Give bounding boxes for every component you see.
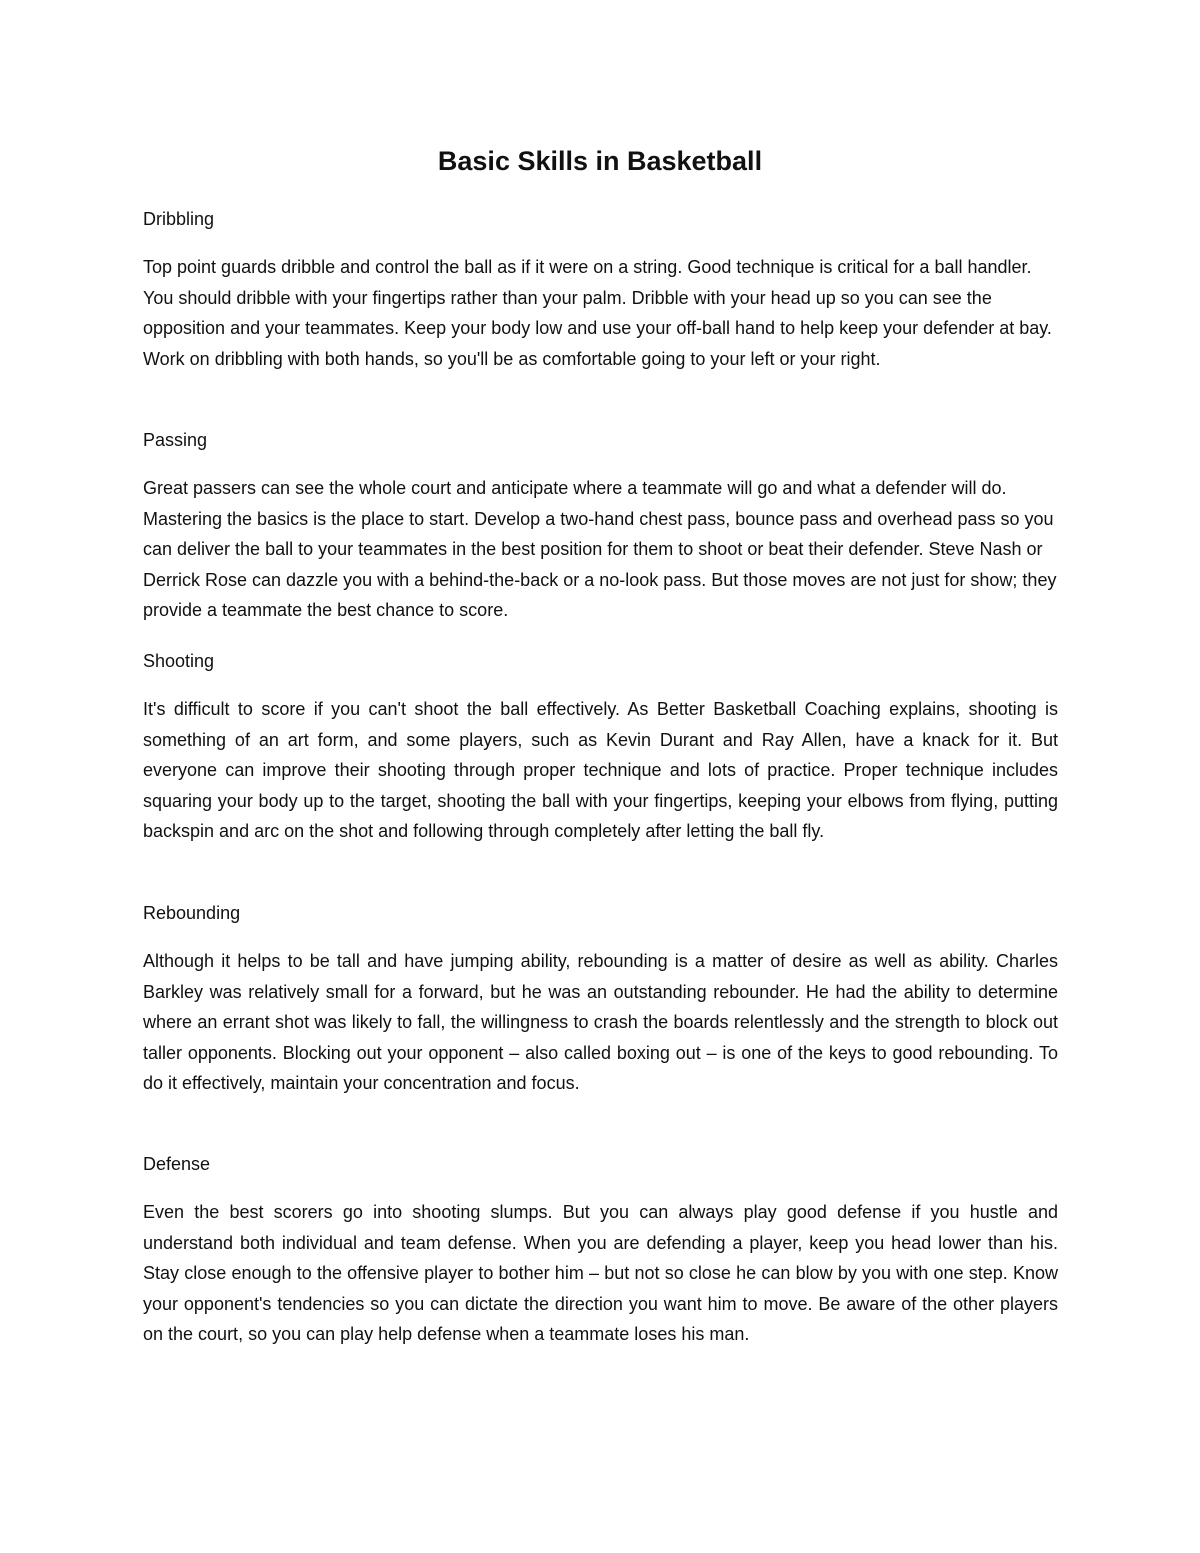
- section-body-defense: Even the best scorers go into shooting slumps. But you can always play good defense if you hustle and understand both individual and team defense. When you are defending a player, keep you head lower than his. Stay close enough to the offensive player to bother him – but not so close he can blow by you with one step. Know your opponent's tendencies so you can dictate the direction you want him to move. Be aware of the other players on the court, so you can play help defense when a teammate loses his man.: [143, 1202, 1058, 1344]
- section-body-rebounding: Although it helps to be tall and have jumping ability, rebounding is a matter of desire as well as ability. Charles Barkley was relatively small for a forward, but he was an outstanding rebounder. He had the ability to determine where an errant shot was likely to fall, the willingness to crash the boards relentlessly and the strength to block out taller opponents. Blocking out your opponent – also called boxing out – is one of the keys to good rebounding. To do it effectively, maintain your concentration and focus.: [143, 951, 1058, 1093]
- section-heading-defense: Defense: [143, 1154, 211, 1174]
- section-shooting: [143, 646, 1058, 847]
- section-dribbling: [143, 204, 1058, 374]
- section-rebounding: [143, 898, 1058, 1099]
- section-heading-passing: Passing: [143, 430, 208, 450]
- section-body-dribbling: Top point guards dribble and control the ball as if it were on a string. Good technique is critical for a ball handler. You should dribble with your fingertips rather than your palm. Dribble with your head up so you can see the opposition and your teammates. Keep your body low and use your off-ball hand to help keep your defender at bay. Work on dribbling with both hands, so you'll be as comfortable going to your left or your right.: [143, 257, 1052, 369]
- section-body-passing: Great passers can see the whole court and anticipate where a teammate will go and what a defender will do. Mastering the basics is the place to start. Develop a two-hand chest pass, bounce pass and overhead pass so you can deliver the ball to your teammates in the best position for them to shoot or beat their defender. Steve Nash or Derrick Rose can dazzle you with a behind-the-back or a no-look pass. But those moves are not just for show; they provide a teammate the best chance to score.: [143, 478, 1057, 620]
- document-title: Basic Skills in Basketball: [437, 146, 763, 176]
- section-defense: [143, 1149, 1058, 1350]
- section-heading-rebounding: Rebounding: [143, 903, 241, 923]
- section-heading-shooting: Shooting: [143, 651, 215, 671]
- section-heading-dribbling: Dribbling: [143, 209, 215, 229]
- section-passing: [143, 425, 1058, 626]
- section-body-shooting: It's difficult to score if you can't shoot the ball effectively. As Better Basketball Coaching explains, shooting is something of an art form, and some players, such as Kevin Durant and Ray Allen, have a knack for it. But everyone can improve their shooting through proper technique and lots of practice. Proper technique includes squaring your body up to the target, shooting the ball with your fingertips, keeping your elbows from flying, putting backspin and arc on the shot and following through completely after letting the ball fly.: [143, 699, 1058, 841]
